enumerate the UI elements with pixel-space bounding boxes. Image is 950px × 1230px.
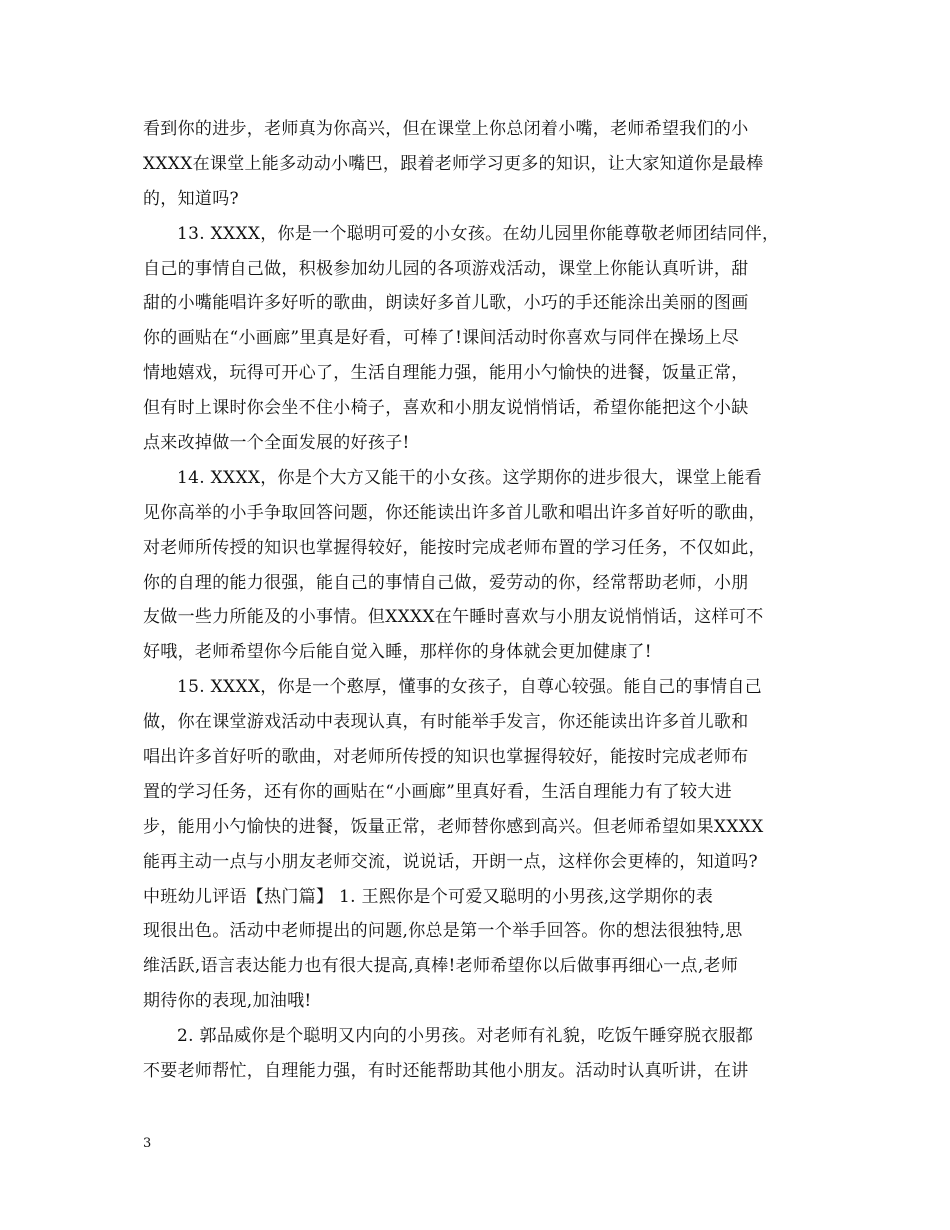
text-line: 情地嬉戏，玩得可开心了，生活自理能力强，能用小勺愉快的进餐，饭量正常，: [143, 363, 749, 384]
text-line: 好哦，老师希望你今后能自觉入睡，那样你的身体就会更加健康了!: [143, 642, 652, 663]
text-line: 维活跃,语言表达能力也有很大提高,真棒!老师希望你以后做事再细心一点,老师: [143, 956, 739, 977]
text-line: 的，知道吗?: [143, 188, 239, 209]
text-line: 自己的事情自己做，积极参加幼儿园的各项游戏活动，课堂上你能认真听讲，甜: [143, 258, 749, 279]
text-line: 对老师所传授的知识也掌握得较好，能按时完成老师布置的学习任务，不仅如此，: [143, 537, 766, 558]
text-line: 你的自理的能力很强，能自己的事情自己做，爱劳动的你，经常帮助老师，小朋: [143, 572, 749, 593]
text-line: 置的学习任务，还有你的画贴在“小画廊”里真好看，生活自理能力有了较大进: [143, 781, 732, 802]
text-line: 现很出色。活动中老师提出的问题,你总是第一个举手回答。你的想法很独特,思: [143, 921, 743, 942]
body-text: [143, 112, 819, 1089]
paragraph-14-start: 14. XXXX，你是个大方又能干的小女孩。这学期你的进步很大，课堂上能看: [177, 467, 762, 488]
text-line: 你的画贴在“小画廊”里真是好看，可棒了!课间活动时你喜欢与同伴在操场上尽: [143, 328, 740, 349]
section-heading-line: 中班幼儿评语【热门篇】 1. 王熙你是个可爱又聪明的小男孩,这学期你的表: [143, 886, 714, 907]
text-line: 期待你的表现,加油哦!: [143, 991, 312, 1012]
text-line: 能再主动一点与小朋友老师交流，说说话，开朗一点，这样你会更棒的，知道吗?: [143, 851, 758, 872]
text-line: 友做一些力所能及的小事情。但XXXX在午睡时喜欢与小朋友说悄悄话，这样可不: [143, 607, 764, 628]
text-line: XXXX在课堂上能多动动小嘴巴，跟着老师学习更多的知识，让大家知道你是最棒: [143, 153, 764, 174]
page-number: 3: [143, 1136, 152, 1151]
text-line: 做，你在课堂游戏活动中表现认真，有时能举手发言，你还能读出许多首儿歌和: [143, 712, 749, 733]
text-line: 但有时上课时你会坐不住小椅子，喜欢和小朋友说悄悄话，希望你能把这个小缺: [143, 398, 749, 419]
text-line: 点来改掉做一个全面发展的好孩子!: [143, 433, 410, 454]
paragraph-13-start: 13. XXXX，你是一个聪明可爱的小女孩。在幼儿园里你能尊敬老师团结同伴，: [177, 223, 780, 244]
text-line: 不要老师帮忙，自理能力强，有时还能帮助其他小朋友。活动时认真听讲，在讲: [143, 1061, 749, 1082]
text-line: 步，能用小勺愉快的进餐，饭量正常，老师替你感到高兴。但老师希望如果XXXX: [143, 816, 764, 837]
text-line: 见你高举的小手争取回答问题，你还能读出许多首儿歌和唱出许多首好听的歌曲，: [143, 502, 766, 523]
paragraph-2-start: 2. 郭品威你是个聪明又内向的小男孩。对老师有礼貌，吃饭午睡穿脱衣服都: [177, 1026, 754, 1047]
text-line: 看到你的进步，老师真为你高兴，但在课堂上你总闭着小嘴，老师希望我们的小: [143, 119, 749, 139]
text-line: 唱出许多首好听的歌曲，对老师所传授的知识也掌握得较好，能按时完成老师布: [143, 747, 749, 768]
text-line: 甜的小嘴能唱许多好听的歌曲，朗读好多首儿歌，小巧的手还能涂出美丽的图画: [143, 293, 749, 314]
paragraph-15-start: 15. XXXX，你是一个憨厚，懂事的女孩子，自尊心较强。能自己的事情自己: [177, 677, 762, 698]
